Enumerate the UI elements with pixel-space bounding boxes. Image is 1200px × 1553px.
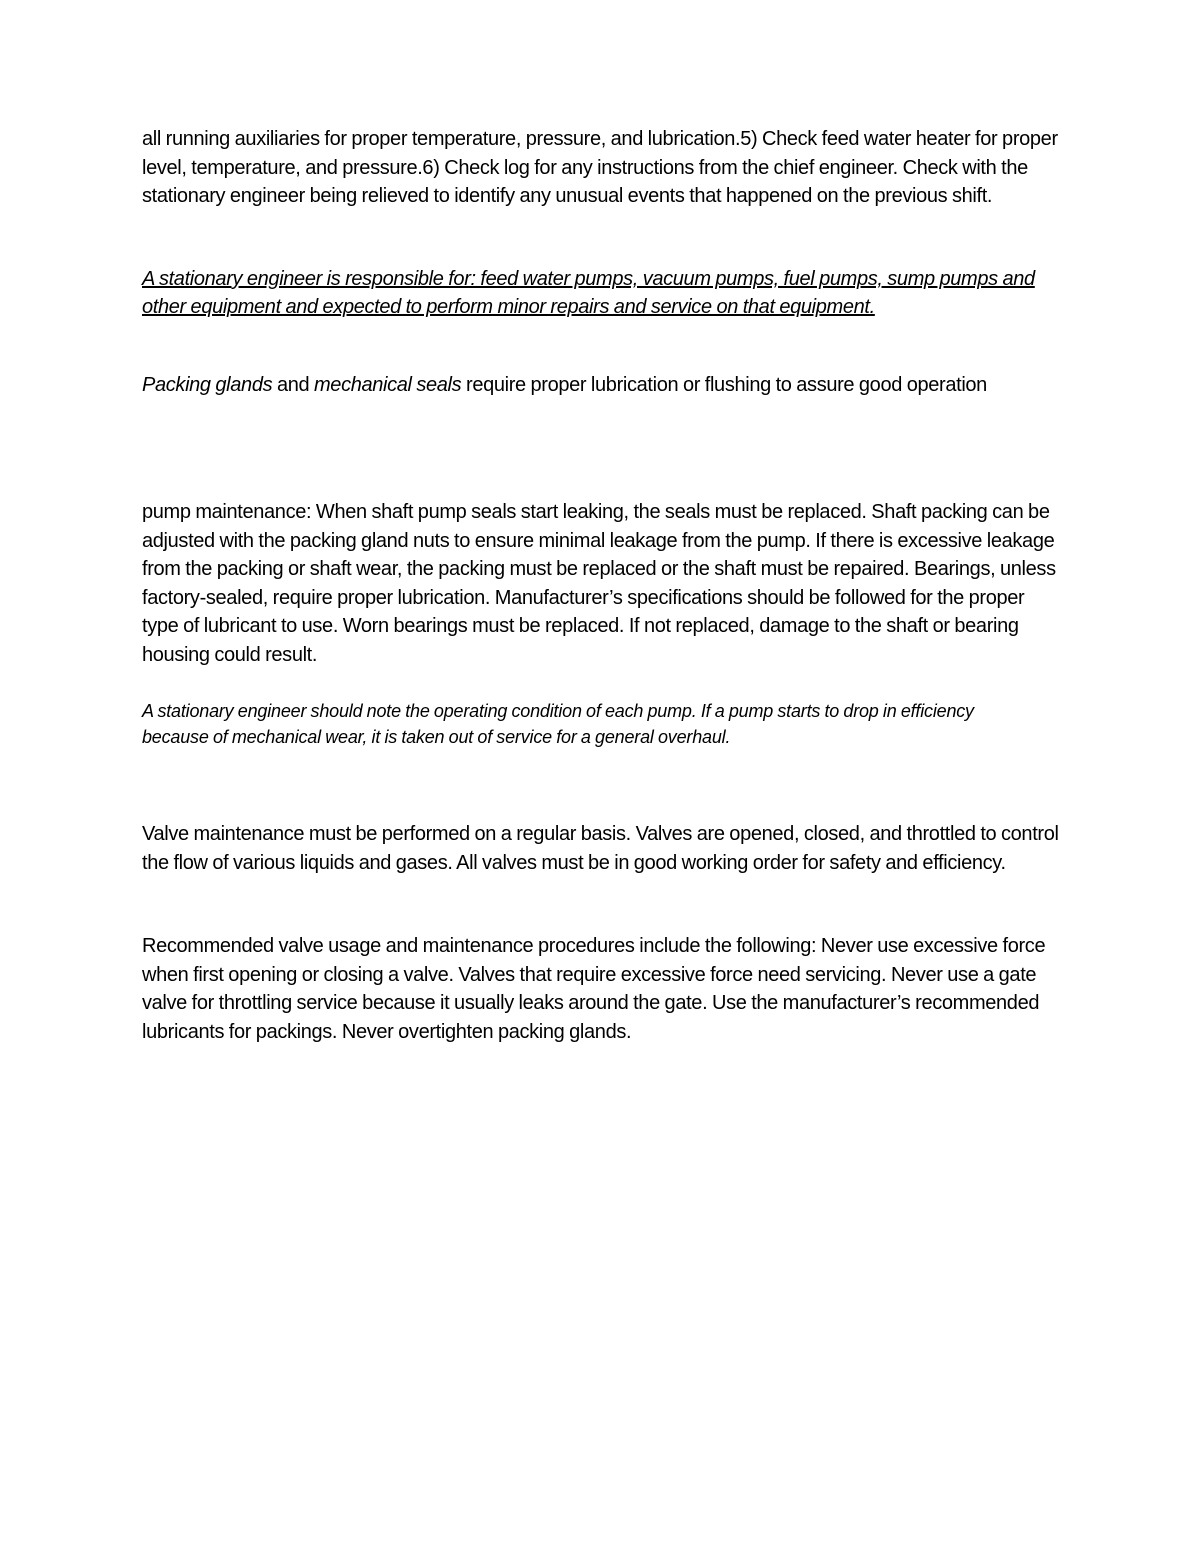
paragraph-engineer-responsibilities: A stationary engineer is responsible for: feed water pumps, vacuum pumps, fuel pumps, sump pumps and other equipment and expected to perform minor repairs and service on that equipment. xyxy=(142,268,1035,318)
paragraph-shift-checks: all running auxiliaries for proper temperature, pressure, and lubrication.5) Check feed water heater for proper level, temperature, and pressure.6) Check log for any instructions from the chief engineer. Check with the stationary engineer being relieved to identify any unusual events that happened on the previous shift. xyxy=(142,128,1058,208)
paragraph-packing-glands xyxy=(142,371,1062,400)
paragraph-pump-maintenance: pump maintenance: When shaft pump seals start leaking, the seals must be replaced. Shaft packing can be adjusted with the packing gland nuts to ensure minimal leakage from the pump. If there is excessive leakage from the packing or shaft wear, the packing must be replaced or the shaft must be repaired. Bearings, unless factory-sealed, require proper lubrication. Manufacturer’s specifications should be followed for the proper type of lubricant to use. Worn bearings must be replaced. If not replaced, damage to the shaft or bearing housing could result. xyxy=(142,501,1056,666)
paragraph-valve-procedures: Recommended valve usage and maintenance procedures include the following: Never use excessive force when first opening or closing a valve. Valves that require excessive force need servicing. Never use a gate valve for throttling service because it usually leaks around the gate. Use the manufacturer’s recommended lubricants for packings. Never overtighten packing glands. xyxy=(142,935,1046,1043)
connector-and: and xyxy=(272,374,314,396)
paragraph-packing-rest: require proper lubrication or flushing to assure good operation xyxy=(461,374,987,396)
term-packing-glands: Packing glands xyxy=(142,374,273,396)
paragraph-valve-maintenance: Valve maintenance must be performed on a regular basis. Valves are opened, closed, and throttled to control the flow of various liquids and gases. All valves must be in good working order for safety and efficiency. xyxy=(142,823,1059,874)
term-mechanical-seals: mechanical seals xyxy=(313,374,462,396)
paragraph-pump-condition-note: A stationary engineer should note the operating condition of each pump. If a pump starts to drop in efficiency because of mechanical wear, it is taken out of service for a general overhaul. xyxy=(142,701,974,747)
